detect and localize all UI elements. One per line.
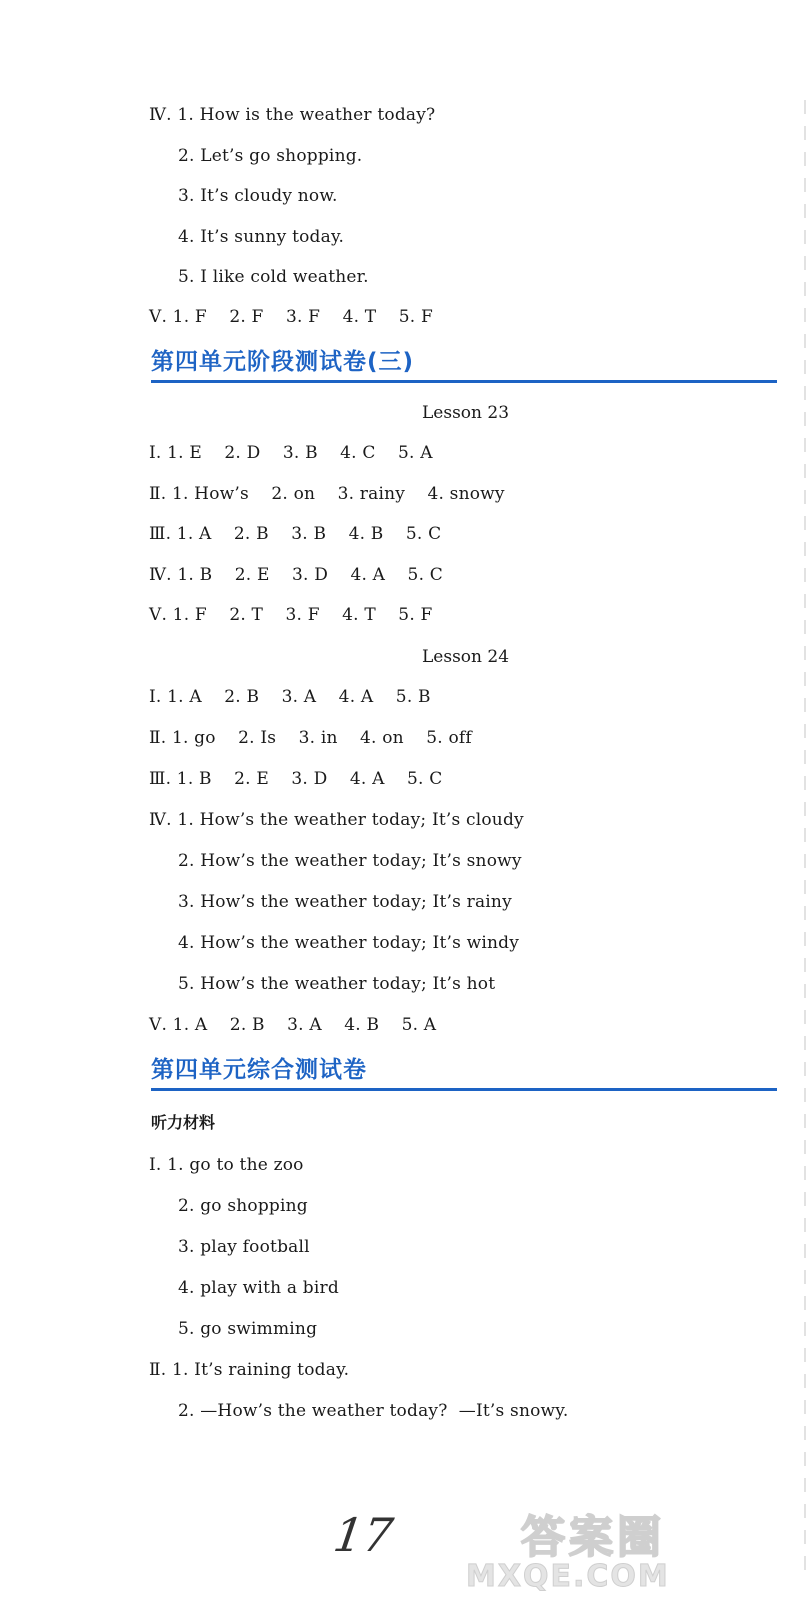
answer-line: Ⅲ. 1. B 2. E 3. D 4. A 5. C — [149, 769, 443, 789]
section-rule — [151, 1088, 777, 1091]
watermark-graphic — [426, 1502, 796, 1592]
page-number: 17 — [330, 1508, 397, 1562]
answer-line: Ⅱ. 1. How’s 2. on 3. rainy 4. snowy — [149, 484, 505, 504]
section-title: 第四单元阶段测试卷(三) — [151, 349, 415, 375]
watermark-url: MXQE.COM — [466, 1559, 670, 1592]
answer-line: 5. go swimming — [178, 1319, 318, 1339]
answer-line: 5. I like cold weather. — [178, 267, 369, 287]
watermark-text: 答案圈 — [521, 1512, 665, 1563]
page-edge-shadow — [804, 100, 806, 1580]
answer-line: Ⅲ. 1. A 2. B 3. B 4. B 5. C — [149, 524, 442, 544]
answer-line: Ⅴ. 1. F 2. T 3. F 4. T 5. F — [149, 605, 433, 625]
answer-line: Ⅴ. 1. F 2. F 3. F 4. T 5. F — [149, 307, 433, 327]
answer-line: 3. How’s the weather today; It’s rainy — [178, 892, 512, 912]
answer-line: Ⅰ. 1. E 2. D 3. B 4. C 5. A — [149, 443, 433, 463]
answer-line: Ⅳ. 1. How is the weather today? — [149, 105, 436, 125]
section-header-stage-test — [151, 345, 777, 385]
answer-line: 3. It’s cloudy now. — [178, 186, 338, 206]
section-title: 第四单元综合测试卷 — [151, 1057, 367, 1083]
answer-line: Ⅱ. 1. go 2. Is 3. in 4. on 5. off — [149, 728, 472, 748]
answer-line: 4. How’s the weather today; It’s windy — [178, 933, 520, 953]
lesson-heading: Lesson 24 — [422, 647, 510, 667]
answer-line: 4. It’s sunny today. — [178, 227, 345, 247]
answer-line: 2. go shopping — [178, 1196, 308, 1216]
answer-line: Ⅴ. 1. A 2. B 3. A 4. B 5. A — [149, 1015, 437, 1035]
section-rule — [151, 380, 777, 383]
answer-line: Ⅳ. 1. How’s the weather today; It’s cloudy — [149, 810, 524, 830]
answer-line: Ⅰ. 1. A 2. B 3. A 4. A 5. B — [149, 687, 431, 707]
answer-line: Ⅱ. 1. It’s raining today. — [149, 1360, 350, 1380]
listening-material-heading: 听力材料 — [151, 1113, 216, 1132]
answer-line: Ⅰ. 1. go to the zoo — [149, 1155, 304, 1175]
answer-line: 3. play football — [178, 1237, 310, 1257]
answer-line: Ⅳ. 1. B 2. E 3. D 4. A 5. C — [149, 565, 443, 585]
answer-line: 2. Let’s go shopping. — [178, 146, 363, 166]
section-header-unit-test — [151, 1053, 777, 1093]
answer-line: 5. How’s the weather today; It’s hot — [178, 974, 496, 994]
answer-line: 4. play with a bird — [178, 1278, 339, 1298]
watermark-logo — [426, 1502, 796, 1592]
answer-line: 2. How’s the weather today; It’s snowy — [178, 851, 522, 871]
lesson-heading: Lesson 23 — [422, 403, 510, 423]
answer-line: 2. —How’s the weather today? —It’s snowy. — [178, 1401, 569, 1421]
